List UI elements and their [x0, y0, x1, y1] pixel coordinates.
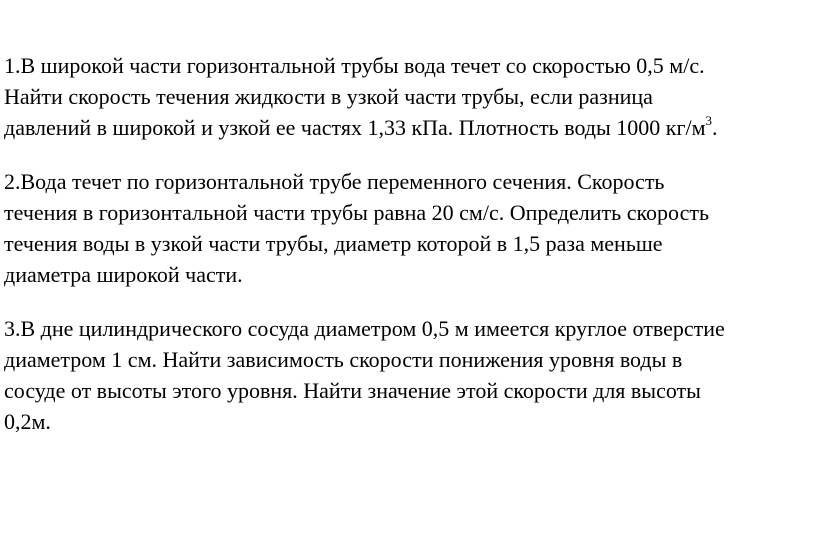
problem-3-line-4: 0,2м. [4, 409, 51, 434]
problem-3-line-2: диаметром 1 см. Найти зависимость скорости понижения уровня воды в [4, 347, 683, 372]
problem-1 [4, 50, 812, 143]
problem-3-line-1: 3.В дне цилиндрического сосуда диаметром 0,5 м имеется круглое отверстие [4, 316, 725, 341]
problem-1-line-3-text: давлений в широкой и узкой ее частях 1,33 кПа. Плотность воды 1000 кг/м [4, 115, 706, 140]
problem-2-line-4: диаметра широкой части. [4, 262, 243, 287]
problem-2-line-1: 2.Вода течет по горизонтальной трубе переменного сечения. Скорость [4, 169, 665, 194]
problem-2-line-3: течения воды в узкой части трубы, диаметр которой в 1,5 раза меньше [4, 231, 663, 256]
problem-3-line-3: сосуде от высоты этого уровня. Найти значение этой скорости для высоты [4, 378, 701, 403]
problem-2 [4, 166, 812, 290]
cubic-superscript: 3 [705, 112, 713, 128]
problem-1-end-punct: . [712, 115, 718, 140]
problem-1-line-3 [4, 112, 812, 143]
problem-1-line-1: 1.В широкой части горизонтальной трубы вода течет со скоростью 0,5 м/с. [4, 53, 705, 78]
problem-2-line-2: течения в горизонтальной части трубы равна 20 см/с. Определить скорость [4, 200, 709, 225]
problem-3 [4, 313, 812, 437]
problem-1-line-2: Найти скорость течения жидкости в узкой части трубы, если разница [4, 84, 653, 109]
